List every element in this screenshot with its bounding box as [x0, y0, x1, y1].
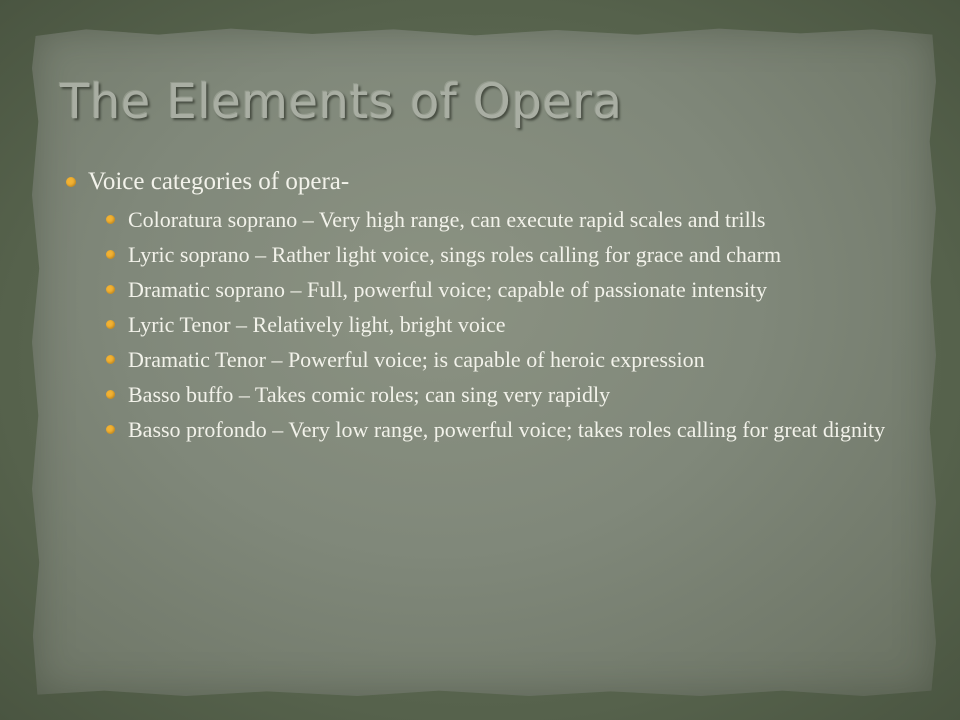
bullet-dot-icon: [106, 285, 115, 294]
main-bullet-item: [66, 162, 906, 202]
sub-bullet-text: Basso buffo – Takes comic roles; can sing very rapidly: [128, 382, 611, 407]
sub-bullet-text: Dramatic Tenor – Powerful voice; is capable of heroic expression: [128, 347, 705, 372]
bullet-dot-icon: [106, 320, 115, 329]
sub-bullet-text: Coloratura soprano – Very high range, can execute rapid scales and trills: [128, 207, 766, 232]
sub-bullet-item: [106, 346, 908, 373]
sub-bullet-item: [106, 311, 908, 338]
slide-content: [66, 162, 906, 451]
sub-bullet-text: Lyric Tenor – Relatively light, bright voice: [128, 312, 506, 337]
slide-title: The Elements of Opera: [60, 74, 623, 130]
bullet-dot-icon: [106, 390, 115, 399]
sub-bullet-item: [106, 276, 908, 303]
bullet-dot-icon: [106, 215, 115, 224]
bullet-dot-icon: [66, 177, 76, 187]
sub-bullet-list: [66, 206, 906, 443]
sub-bullet-text: Lyric soprano – Rather light voice, sings roles calling for grace and charm: [128, 242, 782, 267]
sub-bullet-item: [106, 416, 908, 443]
bullet-dot-icon: [106, 355, 115, 364]
sub-bullet-item: [106, 206, 908, 233]
sub-bullet-item: [106, 381, 908, 408]
sub-bullet-text: Dramatic soprano – Full, powerful voice; capable of passionate intensity: [128, 277, 768, 302]
sub-bullet-text: Basso profondo – Very low range, powerful voice; takes roles calling for great dignity: [128, 417, 886, 442]
bullet-dot-icon: [106, 250, 115, 259]
bullet-dot-icon: [106, 425, 115, 434]
main-bullet-text: Voice categories of opera-: [88, 168, 350, 195]
sub-bullet-item: [106, 241, 908, 268]
